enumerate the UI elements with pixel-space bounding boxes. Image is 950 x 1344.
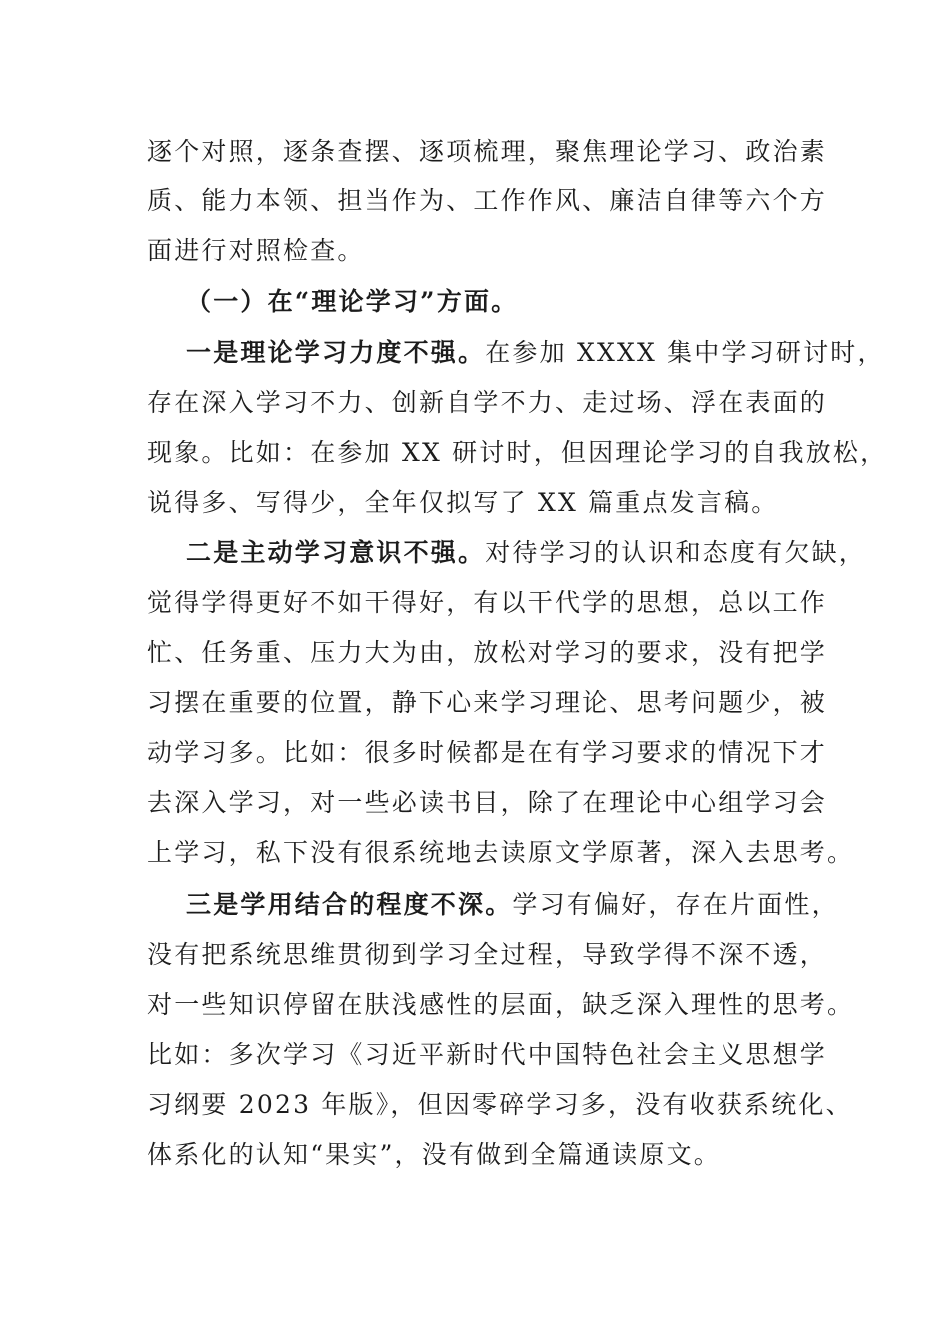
section-heading: （一）在“理论学习”方面。 [186,287,519,316]
point1-line-2: 存在深入学习不力、创新自学不力、走过场、浮在表面的 [147,388,828,417]
point2-line-5: 动学习多。比如：很多时候都是在有学习要求的情况下才 [147,738,828,767]
point2-line-4: 习摆在重要的位置，静下心来学习理论、思考问题少，被 [147,688,828,717]
intro-line-3: 面进行对照检查。 [147,236,365,265]
point2-first-line [186,537,866,569]
point2-title: 二是主动学习意识不强。 [186,538,486,567]
point2-first-line-text: 对待学习的认识和态度有欠缺， [485,538,867,567]
point3-line-5: 习纲要 2023 年版》，但因零碎学习多，没有收获系统化、 [147,1090,853,1119]
point3-line-4: 比如：多次学习《习近平新时代中国特色社会主义思想学 [147,1040,828,1069]
point2-line-6: 去深入学习，对一些必读书目，除了在理论中心组学习会 [147,788,828,817]
point2-line-2: 觉得学得更好不如干得好，有以干代学的思想，总以工作 [147,588,828,617]
point1-first-line-text: 在参加 XXXX 集中学习研讨时， [485,338,885,367]
intro-line-1: 逐个对照，逐条查摆、逐项梳理，聚焦理论学习、政治素 [147,137,828,166]
point1-first-line [186,337,885,369]
point3-first-line-text: 学习有偏好，存在片面性， [512,890,839,919]
point1-line-3: 现象。比如：在参加 XX 研讨时，但因理论学习的自我放松， [147,438,888,467]
point3-line-3: 对一些知识停留在肤浅感性的层面，缺乏深入理性的思考。 [147,990,855,1019]
intro-line-2: 质、能力本领、担当作为、工作作风、廉洁自律等六个方 [147,186,828,215]
point3-title: 三是学用结合的程度不深。 [186,890,513,919]
point2-line-7: 上学习，私下没有很系统地去读原文学原著，深入去思考。 [147,838,855,867]
point3-line-6: 体系化的认知“果实”，没有做到全篇通读原文。 [147,1140,721,1169]
point3-first-line [186,889,839,921]
point2-line-3: 忙、任务重、压力大为由，放松对学习的要求，没有把学 [147,638,828,667]
point1-line-4: 说得多、写得少，全年仅拟写了 XX 篇重点发言稿。 [147,488,779,517]
point1-title: 一是理论学习力度不强。 [186,338,486,367]
point3-line-2: 没有把系统思维贯彻到学习全过程，导致学得不深不透， [147,940,828,969]
